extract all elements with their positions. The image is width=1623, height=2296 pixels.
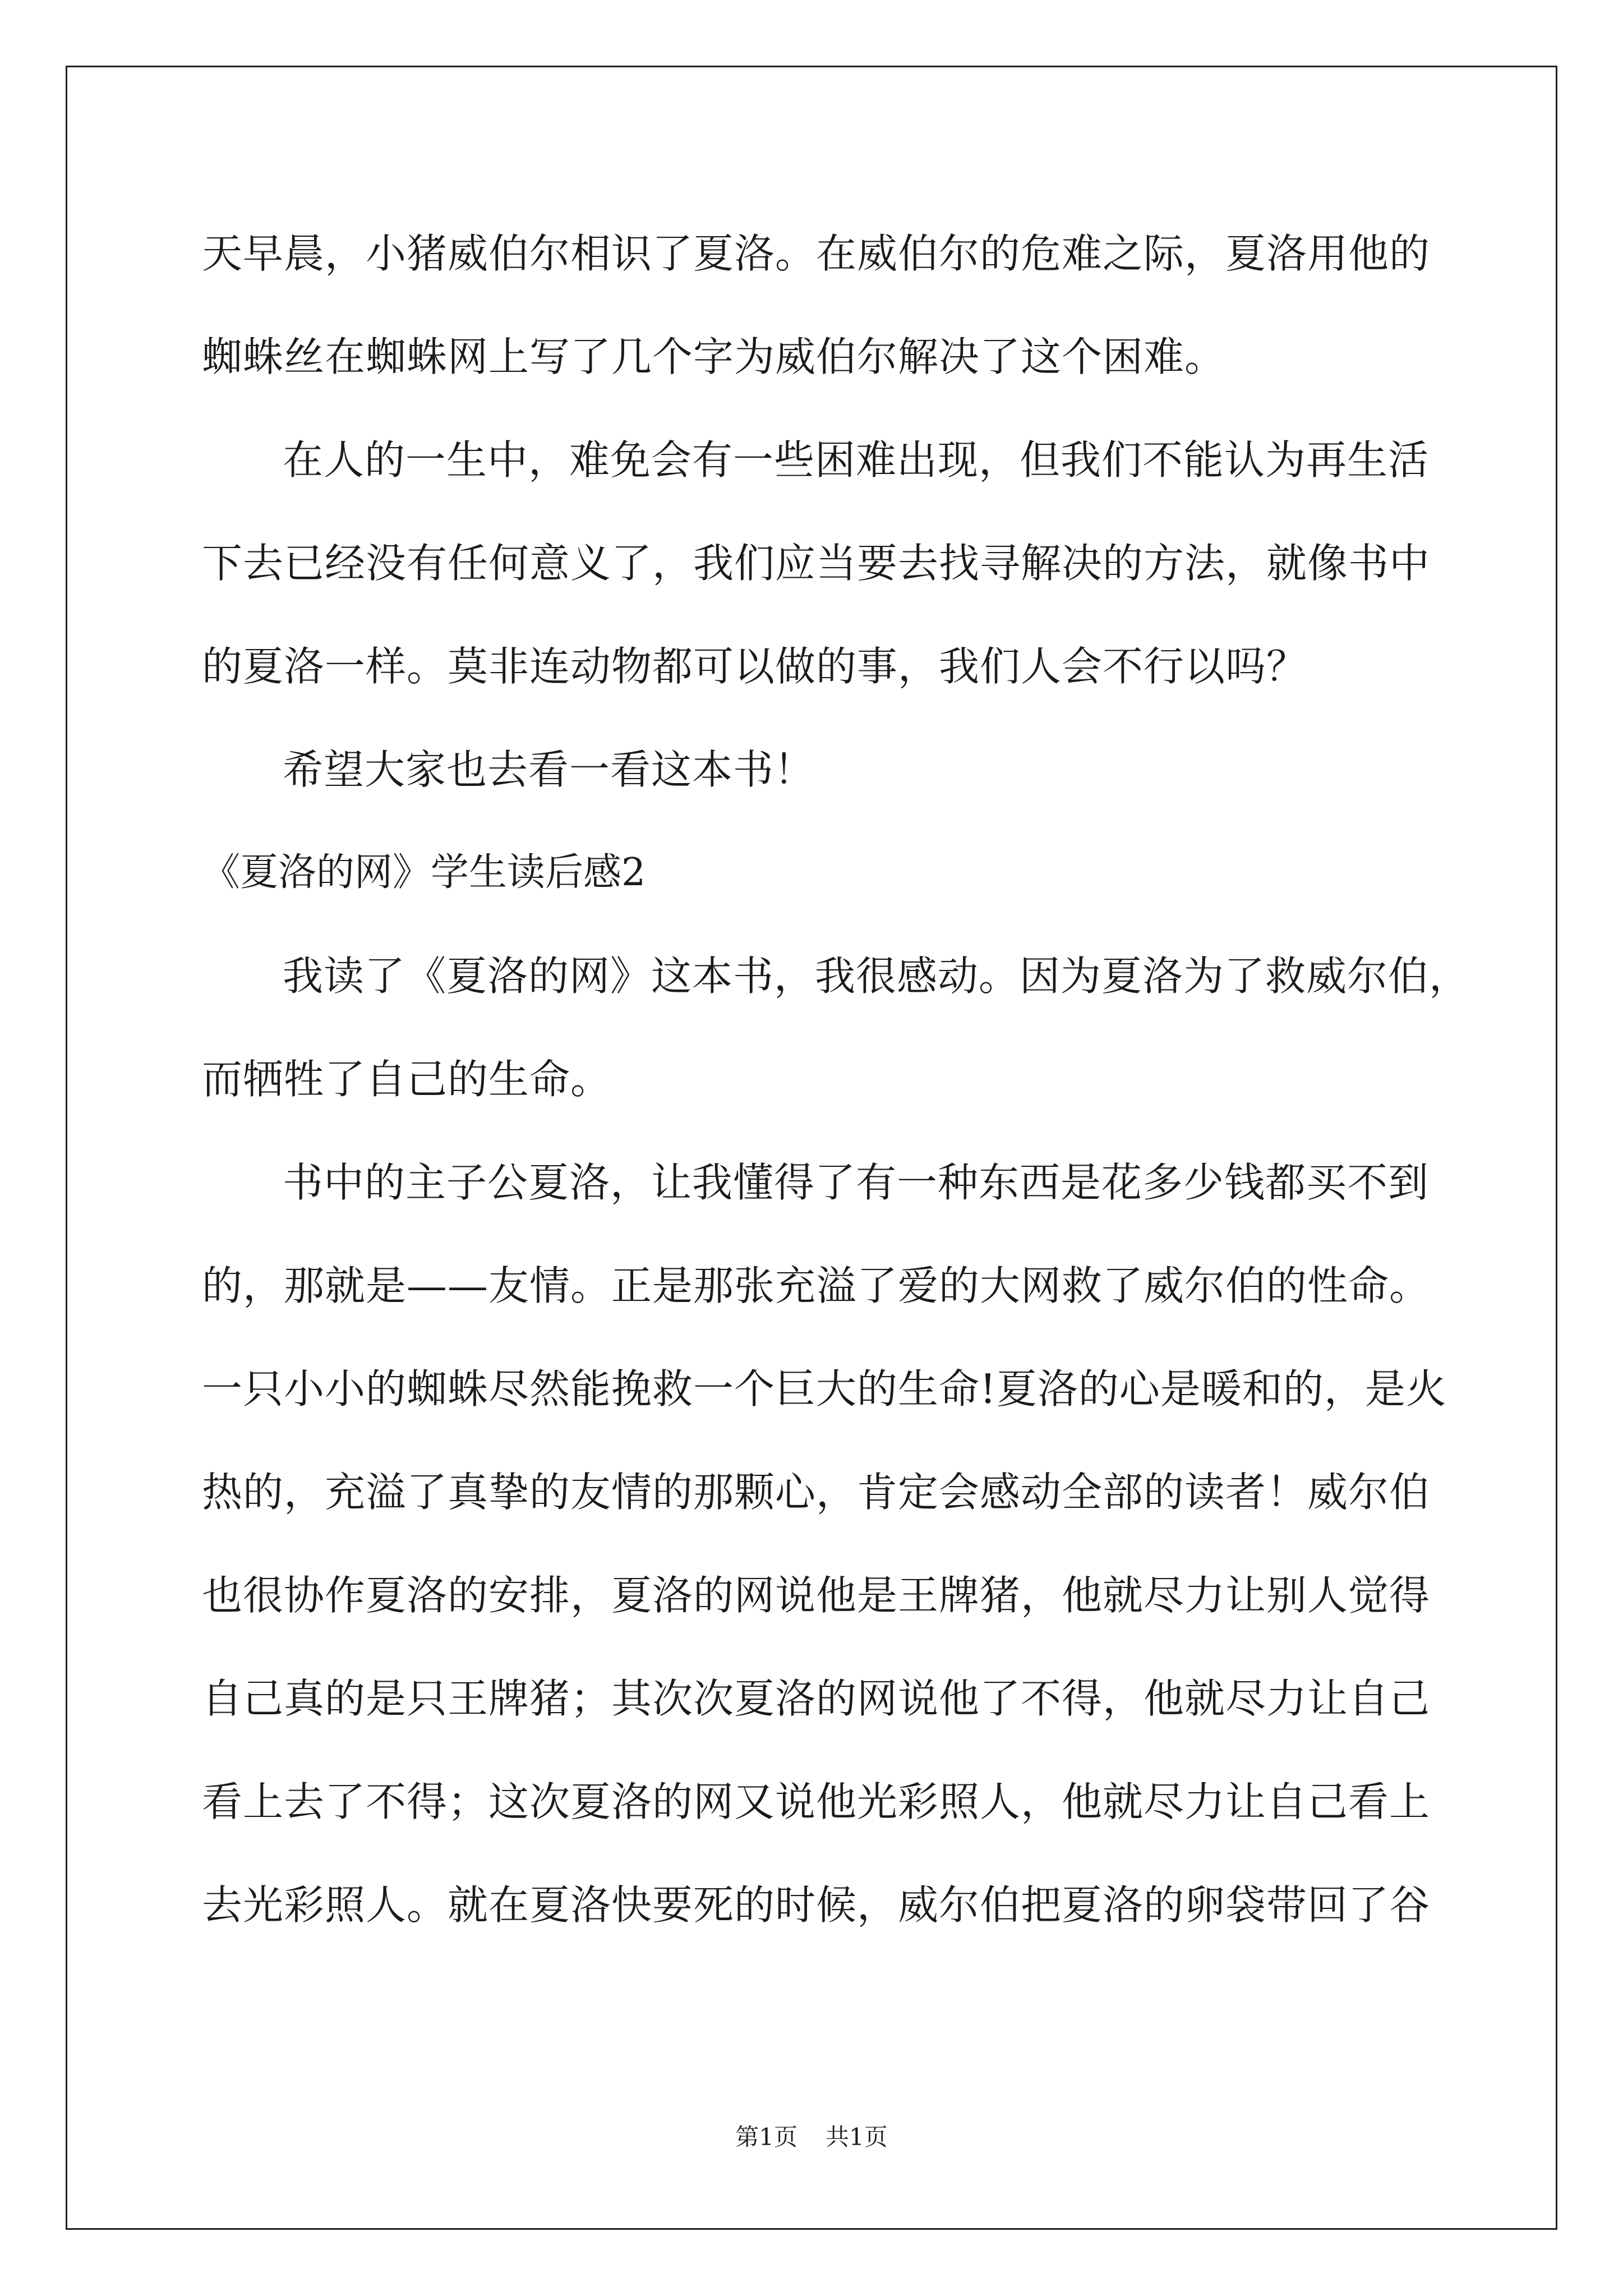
page-total: 共1页 — [826, 2123, 888, 2151]
paragraph — [202, 202, 1453, 408]
text-line: 下去已经没有任何意义了，我们应当要去找寻解决的方法，就像书中 — [202, 540, 1431, 587]
text-line: 在人的一生中，难免会有一些困难出现，但我们不能认为再生活 — [283, 436, 1430, 484]
document-body — [202, 202, 1470, 1957]
page-number: 第1页 — [735, 2123, 797, 2151]
text-line: 也很协作夏洛的安排，夏洛的网说他是王牌猪，他就尽力让别人觉得 — [202, 1572, 1431, 1619]
text-line: 天早晨，小猪威伯尔相识了夏洛。在威伯尔的危难之际，夏洛用他的 — [202, 230, 1431, 277]
text-line: 自己真的是只王牌猪；其次次夏洛的网说他了不得，他就尽力让自己 — [202, 1675, 1431, 1722]
paragraph — [202, 924, 1470, 1131]
section-heading — [202, 821, 1453, 924]
text-line: 书中的主子公夏洛，让我懂得了有一种东西是花多少钱都买不到 — [283, 1159, 1430, 1206]
paragraph — [202, 408, 1453, 718]
text-line: 一只小小的蜘蛛尽然能挽救一个巨大的生命!夏洛的心是暖和的，是火 — [202, 1365, 1447, 1412]
text-line: 而牺牲了自己的生命。 — [202, 1056, 612, 1103]
text-line: 的，那就是——友情。正是那张充溢了爱的大网救了威尔伯的性命。 — [202, 1262, 1431, 1309]
text-line: 我读了《夏洛的网》这本书，我很感动。因为夏洛为了救威尔伯， — [283, 953, 1470, 1000]
text-line: 蜘蛛丝在蜘蛛网上写了几个字为威伯尔解决了这个困难。 — [202, 333, 1226, 380]
text-line: 看上去了不得；这次夏洛的网又说他光彩照人，他就尽力让自己看上 — [202, 1778, 1431, 1825]
section-title: 《夏洛的网》学生读后感2 — [202, 850, 646, 895]
text-line: 热的，充溢了真挚的友情的那颗心，肯定会感动全部的读者！威尔伯 — [202, 1469, 1431, 1516]
paragraph — [202, 718, 1453, 821]
text-line: 希望大家也去看一看这本书！ — [283, 746, 815, 793]
paragraph — [202, 1131, 1453, 1957]
text-line: 的夏洛一样。莫非连动物都可以做的事，我们人会不行以吗？ — [202, 643, 1308, 690]
page-footer — [0, 2120, 1623, 2154]
text-line: 去光彩照人。就在夏洛快要死的时候，威尔伯把夏洛的卵袋带回了谷 — [202, 1881, 1431, 1929]
